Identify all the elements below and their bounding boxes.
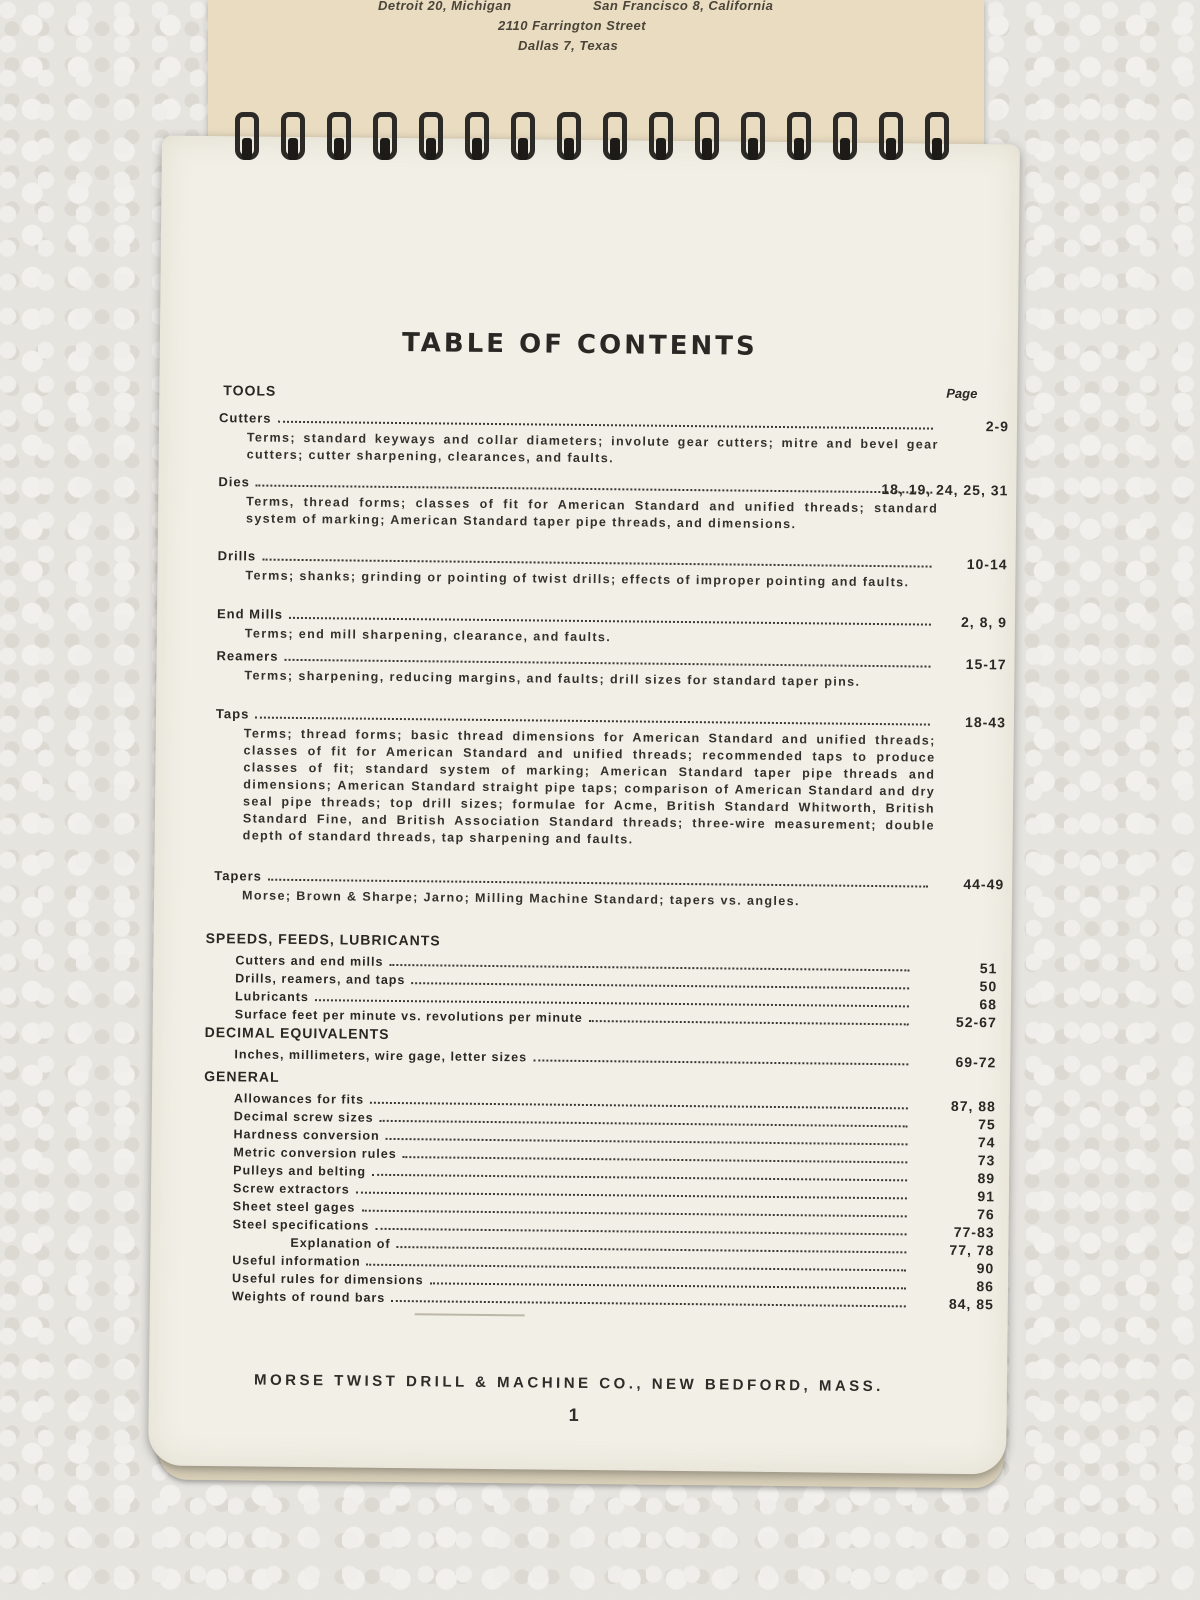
address-street: 2110 Farrington Street [498,18,647,33]
dot-leader [411,972,909,989]
toc-entry-pages: 51 [979,960,998,977]
dot-leader [370,1092,908,1110]
toc-entry-pages: 91 [977,1188,996,1205]
toc-entry-description: Terms; end mill sharpening, clearance, and faults. [244,626,612,645]
toc-entry-pages: 77-83 [953,1223,995,1241]
dot-leader [268,869,928,888]
dot-leader [367,1254,907,1272]
toc-entry-pages: 68 [979,996,998,1013]
dot-leader [386,1128,908,1145]
spiral-coil [646,108,676,166]
toc-entry-name: Pulleys and belting [233,1163,367,1179]
section-heading-tools: TOOLS [223,382,277,399]
dot-leader [356,1182,907,1200]
toc-entry-name: Useful information [232,1253,361,1269]
dot-leader [397,1236,907,1253]
dot-leader [256,475,933,494]
spiral-coil [370,108,400,166]
toc-entry-name: Taps [215,706,250,722]
toc-entry-name: Surface feet per minute vs. revolutions per minute [234,1007,583,1025]
toc-entry-pages: 90 [976,1260,995,1277]
spiral-coil [738,108,768,166]
toc-content [204,326,1010,1313]
toc-entry [218,474,1009,535]
toc-entry-pages: 18-43 [965,713,1007,731]
toc-entry-pages: 15-17 [965,655,1007,673]
address-left: Detroit 20, Michigan [378,0,512,13]
spiral-coil [554,108,584,166]
dot-leader [391,1290,906,1307]
address-right: San Francisco 8, California [593,0,774,13]
toc-entry-description: Morse; Brown & Sharpe; Jarno; Milling Machine Standard; tapers vs. angles. [241,888,800,909]
toc-entry-name: Cutters [218,410,272,426]
toc-entry-pages: 89 [977,1170,996,1187]
dot-leader [375,1218,906,1236]
toc-entry [214,868,1005,912]
toc-entry-pages: 69-72 [955,1053,997,1071]
dot-leader [278,411,934,430]
dot-leader [403,1146,908,1163]
dot-leader [430,1272,906,1289]
toc-entry-name: Inches, millimeters, wire gage, letter sizes [234,1047,528,1065]
toc-entry-pages: 52-67 [955,1013,997,1031]
toc-entry [218,410,1010,471]
dot-leader [533,1049,908,1065]
toc-entry-pages: 84, 85 [948,1295,994,1313]
toc-entry-description: Terms, thread forms; classes of fit for American Standard and unified threads; standard system of marking; American Standard taper pipe threads, and dimensions. [245,494,939,532]
spiral-binding [232,108,952,174]
toc-entry-name: Dies [218,474,250,490]
publisher-footer: MORSE TWIST DRILL & MACHINE CO., NEW BEDFORD, MASS. [253,1371,884,1396]
spiral-coil [416,108,446,166]
section-heading-speeds: SPEEDS, FEEDS, LUBRICANTS [205,930,441,949]
spiral-coil [830,108,860,166]
spiral-coil [508,108,538,166]
toc-entry-name: Explanation of [290,1235,391,1251]
dot-leader [589,1010,909,1025]
toc-entry-pages: 18, 19, 24, 25, 31 [881,481,1009,499]
toc-entry-name: Cutters and end mills [235,953,384,969]
toc-entry [216,606,1008,650]
dot-leader [284,649,930,668]
toc-entry-name: Useful rules for dimensions [231,1271,424,1288]
toc-entry-pages: 2, 8, 9 [960,613,1008,631]
page-number: 1 [568,1404,579,1425]
dot-leader [389,954,909,971]
page-column-label: Page [946,385,978,402]
toc-entry-pages: 10-14 [966,555,1008,573]
toc-entry-description: Terms; shanks; grinding or pointing of twist drills; effects of improper pointing and faults. [245,568,910,590]
toc-entry-description: Terms; sharpening, reducing margins, and faults; drill sizes for standard taper pins. [244,668,861,689]
section-heading-general: GENERAL [204,1068,280,1085]
toc-entry-name: Drills, reamers, and taps [235,971,406,988]
toc-entry-pages: 75 [978,1116,996,1133]
spiral-coil [324,108,354,166]
toc-entry-name: Reamers [216,648,279,664]
toc-entry-name: Lubricants [234,989,309,1005]
spiral-coil [876,108,906,166]
address-city: Dallas 7, Texas [518,38,619,53]
dot-leader [255,707,930,726]
spiral-coil [784,108,814,166]
toc-entry-name: Screw extractors [232,1181,350,1197]
toc-entry-description: Terms; thread forms; basic thread dimensions for American Standard and unified threads; classes of fit for American Standard and unified threads; recommended taps to produce classes of fit; standard system of marking; American Standard taper pipe threads and dimensions; American Standard straight pipe taps; comparison of American Standard and dry seal pipe threads; top drill sizes; formulae for Acme, British Standard Whitworth, British Standard Fine, and British Association Standard threads; three-wire measurement; double depth of standard threads, tap sharpening and faults. [242,726,936,847]
toc-entry [216,648,1007,692]
toc-entry [231,1288,994,1313]
toc-entry-pages: 73 [977,1152,996,1169]
toc-entry-pages: 2-9 [985,418,1010,435]
toc-entry-pages: 77, 78 [949,1241,995,1259]
toc-entry-name: Steel specifications [232,1217,370,1233]
toc-entry-name: Decimal screw sizes [233,1109,374,1125]
spiral-coil [462,108,492,166]
toc-entry-pages: 87, 88 [950,1097,996,1115]
toc-entry-name: Allowances for fits [233,1091,365,1107]
toc-entry-pages: 50 [979,978,998,995]
dot-leader [289,607,931,626]
page-title: TABLE OF CONTENTS [401,328,758,362]
dot-leader [262,549,932,568]
toc-entry-name: Tapers [214,868,263,884]
toc-entry-name: Hardness conversion [233,1127,380,1143]
dot-leader [380,1110,908,1128]
toc-entry-name: Weights of round bars [231,1289,386,1305]
dot-leader [372,1164,907,1182]
section-heading-decimal: DECIMAL EQUIVALENTS [204,1024,390,1042]
toc-entry-name: Drills [217,548,257,564]
toc-page [148,136,1020,1475]
spiral-coil [232,108,262,166]
spiral-coil [600,108,630,166]
spiral-coil [922,108,952,166]
toc-entry-pages: 76 [977,1206,995,1223]
toc-entry [234,1046,997,1071]
toc-entry [215,706,1007,852]
toc-entry-name: End Mills [216,606,284,622]
toc-entry-description: Terms; standard keyways and collar diameters; involute gear cutters; mitre and bevel gear cutters; cutter sharpening, clearances, and faults. [246,430,939,466]
dot-leader [361,1200,906,1218]
toc-entry [217,548,1008,592]
spiral-coil [692,108,722,166]
toc-entry-pages: 74 [977,1134,996,1151]
dot-leader [315,989,909,1007]
toc-entry-name: Metric conversion rules [233,1145,397,1162]
divider-rule [415,1313,525,1316]
toc-entry-pages: 86 [976,1278,995,1295]
toc-entry-pages: 44-49 [963,875,1005,893]
toc-entry-name: Sheet steel gages [232,1199,356,1215]
spiral-coil [278,108,308,166]
